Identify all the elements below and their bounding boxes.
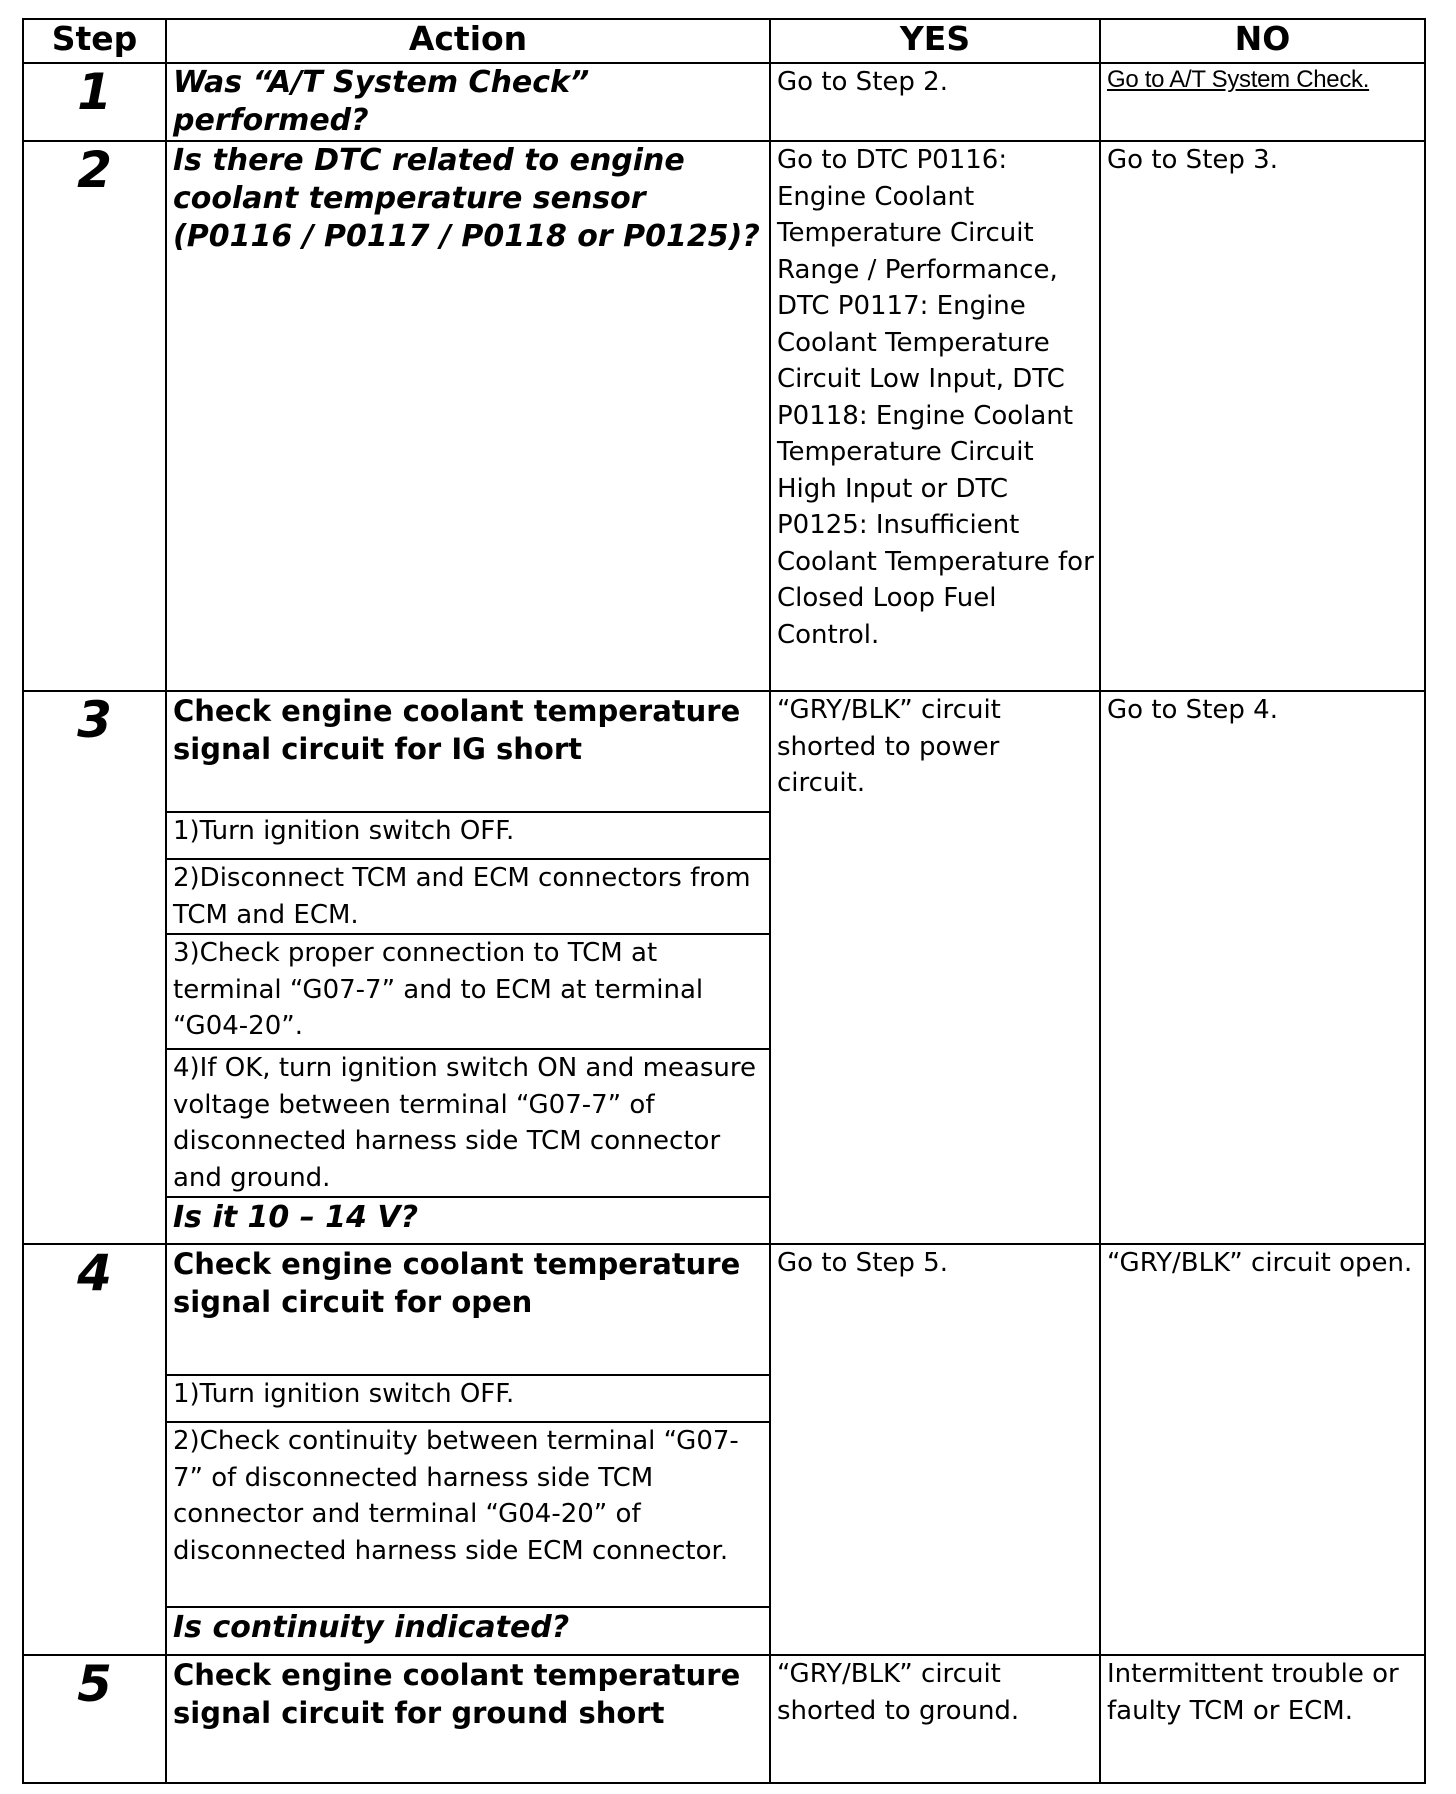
header-row xyxy=(23,19,1425,63)
step-3-question: Is it 10 – 14 V? xyxy=(166,1197,770,1244)
step-4-no: “GRY/BLK” circuit open. xyxy=(1100,1244,1425,1655)
step-3-yes: “GRY/BLK” circuit shorted to power circuit. xyxy=(770,691,1100,1244)
step-3-substep-1: 1)Turn ignition switch OFF. xyxy=(166,812,770,859)
step-2-question: Is there DTC related to engine coolant temperature sensor (P0116 / P0117 / P0118 or P0125)? xyxy=(166,141,770,691)
step-5-number: 5 xyxy=(23,1655,166,1783)
step-4-title: Check engine coolant temperature signal circuit for open xyxy=(166,1244,770,1375)
step-4-question: Is continuity indicated? xyxy=(166,1607,770,1655)
step-2-no: Go to Step 3. xyxy=(1100,141,1425,691)
step-4-substep-2: 2)Check continuity between terminal “G07-7” of disconnected harness side TCM connector and terminal “G04-20” of disconnected harness side ECM connector. xyxy=(166,1422,770,1607)
header-no: NO xyxy=(1100,19,1425,63)
step-1-no-cell xyxy=(1100,63,1425,141)
step-2-yes: Go to DTC P0116: Engine Coolant Temperature Circuit Range / Performance, DTC P0117: Engine Coolant Temperature Circuit Low Input, DTC P0118: Engine Coolant Temperature Circuit High Input or DTC P0125: Insufficient Coolant Temperature for Closed Loop Fuel Control. xyxy=(770,141,1100,691)
step-4-substep-1: 1)Turn ignition switch OFF. xyxy=(166,1375,770,1422)
step-4-title-row xyxy=(23,1244,1425,1375)
step-1-row xyxy=(23,63,1425,141)
step-1-yes: Go to Step 2. xyxy=(770,63,1100,141)
step-2-number: 2 xyxy=(23,141,166,691)
header-yes: YES xyxy=(770,19,1100,63)
header-step: Step xyxy=(23,19,166,63)
step-3-substep-4: 4)If OK, turn ignition switch ON and measure voltage between terminal “G07-7” of disconnected harness side TCM connector and ground. xyxy=(166,1049,770,1197)
step-3-title-row xyxy=(23,691,1425,812)
step-2-row xyxy=(23,141,1425,691)
step-4-number: 4 xyxy=(23,1244,166,1655)
step-3-title: Check engine coolant temperature signal circuit for IG short xyxy=(166,691,770,812)
step-5-title: Check engine coolant temperature signal circuit for ground short xyxy=(166,1655,770,1783)
step-3-no: Go to Step 4. xyxy=(1100,691,1425,1244)
step-1-question: Was “A/T System Check” performed? xyxy=(166,63,770,141)
step-4-yes: Go to Step 5. xyxy=(770,1244,1100,1655)
step-3-substep-3: 3)Check proper connection to TCM at terminal “G07-7” and to ECM at terminal “G04-20”. xyxy=(166,934,770,1049)
at-system-check-link[interactable]: Go to A/T System Check. xyxy=(1107,66,1370,93)
header-action: Action xyxy=(166,19,770,63)
troubleshooting-table xyxy=(22,18,1426,1784)
step-1-number: 1 xyxy=(23,63,166,141)
step-3-substep-2: 2)Disconnect TCM and ECM connectors from TCM and ECM. xyxy=(166,859,770,934)
step-3-number: 3 xyxy=(23,691,166,1244)
step-5-no: Intermittent trouble or faulty TCM or ECM. xyxy=(1100,1655,1425,1783)
step-5-yes: “GRY/BLK” circuit shorted to ground. xyxy=(770,1655,1100,1783)
step-5-row xyxy=(23,1655,1425,1783)
